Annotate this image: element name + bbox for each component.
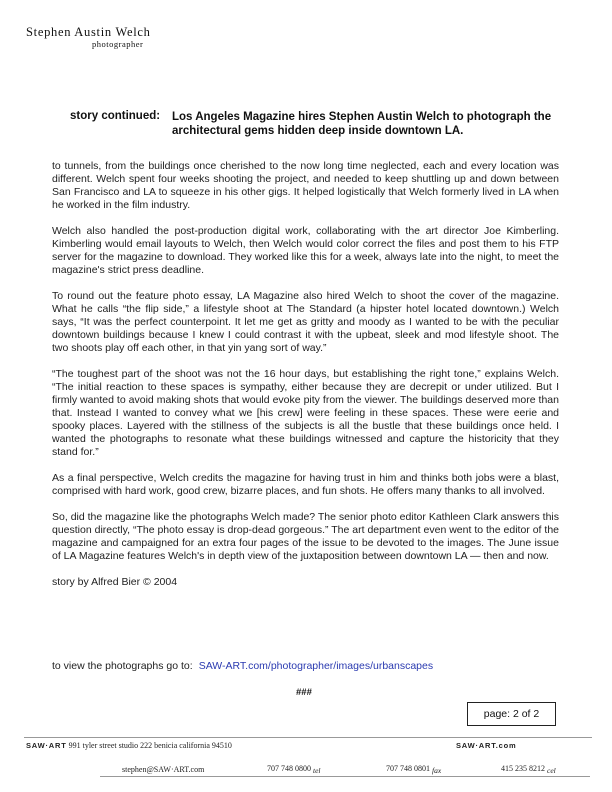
byline: story by Alfred Bier © 2004 xyxy=(52,576,178,588)
footer-address-line xyxy=(26,741,232,750)
footer-divider-bottom xyxy=(100,776,590,777)
footer-tel-number: 707 748 0800 xyxy=(267,764,311,773)
footer-website[interactable]: SAW·ART.com xyxy=(456,741,517,750)
footer-website-line xyxy=(456,741,516,750)
story-continued-label: story continued: xyxy=(70,110,161,122)
view-photos-prefix: to view the photographs go to: xyxy=(52,660,193,672)
footer-fax-line xyxy=(386,764,441,773)
footer-address: 991 tyler street studio 222 benicia california 94510 xyxy=(68,741,232,750)
letterhead-subtitle: photographer xyxy=(92,39,144,49)
footer-fax-label: fax xyxy=(432,766,442,775)
letterhead-name: Stephen Austin Welch xyxy=(26,25,151,39)
paragraph: “The toughest part of the shoot was not the 16 hour days, but establishing the right tone,” explains Welch. “The initial reaction to these spaces is sympathy, either because they are decrepit or under utilized. But I firmly wanted to avoid making shots that would evoke pity from the viewer. The buildings deserved more than that. Instead I wanted to convey what we [his crew] were feeling in these spaces. These were eerie and spooky places. Layered with the stillness of the subjects is all the bustle that these buildings once held. I wanted the photographs to resonate what these buildings witnessed and capture the historicity that they stand for.” xyxy=(52,368,559,458)
paragraph: To round out the feature photo essay, LA Magazine also hired Welch to shoot the cover of the magazine. What he calls “the flip side,” a lifestyle shoot at The Standard (a hipster hotel located downtown.) Welch says, “It was the perfect counterpoint. It let me get as gritty and moody as I wanted to be with the peculiar downtown buildings because I knew I could contrast it with the upbeat, sleek and mod lifestyle shoot. The two shoots play off each other, in that yin yang sort of way.” xyxy=(52,290,559,354)
footer-cel-label: cel xyxy=(547,766,556,775)
paragraph: to tunnels, from the buildings once cherished to the now long time neglected, each and every location was different. Welch spent four weeks shooting the project, and needed to keep shuttling up and down between San Francisco and LA to squeeze in his other gigs. It helped logistically that Welch formerly lived in LA when he worked in the film industry. xyxy=(52,160,559,211)
footer-cel-line xyxy=(501,764,556,773)
footer-tel-line xyxy=(267,764,321,773)
end-mark: ### xyxy=(296,687,312,698)
story-headline: Los Angeles Magazine hires Stephen Austin Welch to photograph the architectural gems hidden deep inside downtown LA. xyxy=(172,111,552,137)
story-body xyxy=(52,160,559,602)
footer-brand: SAW·ART xyxy=(26,741,67,750)
paragraph: As a final perspective, Welch credits the magazine for having trust in him and thinks both jobs were a blast, comprised with hard work, good crew, bizarre places, and fun shots. He offers many thanks to all involved. xyxy=(52,472,559,497)
footer-email-line xyxy=(122,765,204,774)
footer-email[interactable]: stephen@SAW·ART.com xyxy=(122,765,205,774)
page-indicator: page: 2 of 2 xyxy=(467,702,556,726)
footer-tel-label: tel xyxy=(313,766,321,775)
view-photos-line xyxy=(52,660,433,672)
footer-cel-number: 415 235 8212 xyxy=(501,764,545,773)
footer-fax-number: 707 748 0801 xyxy=(386,764,430,773)
photos-link[interactable]: SAW-ART.com/photographer/images/urbanscapes xyxy=(198,660,434,672)
footer-divider-top xyxy=(24,737,592,738)
paragraph: Welch also handled the post-production digital work, collaborating with the art director Joe Kimberling. Kimberling would email layouts to Welch, then Welch would color correct the files and post them to his FTP server for the magazine to download. They worked like this for a week, always late into the night, to meet the magazine's strict press deadline. xyxy=(52,225,559,276)
paragraph: So, did the magazine like the photographs Welch made? The senior photo editor Kathleen Clark answers this question directly, “The photo essay is drop-dead gorgeous.” The art department even went to the editor of the magazine and campaigned for an extra four pages of the issue to be devoted to the images. The June issue of LA Magazine features Welch's in depth view of the juxtaposition between downtown LA — then and now. xyxy=(52,511,559,562)
